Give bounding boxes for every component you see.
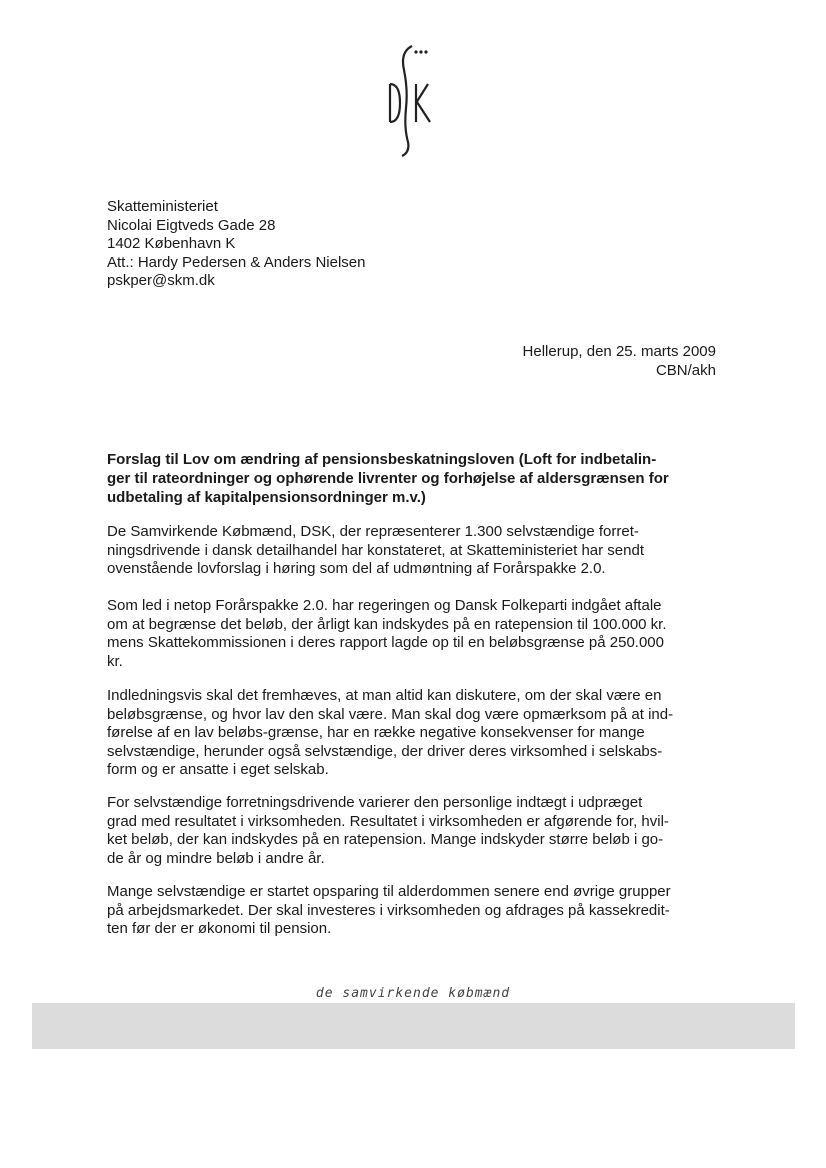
paragraph-line: beløbsgrænse, og hvor lav den skal være. Man skal dog være opmærksom på at ind- xyxy=(107,705,674,723)
paragraph-line: Mange selvstændige er startet opsparing til alderdommen senere end øvrige grupper xyxy=(107,883,671,900)
footer-band xyxy=(32,1003,795,1049)
paragraph-line: grad med resultatet i virksomheden. Resultatet i virksomheden er afgørende for, hvil- xyxy=(107,812,669,830)
dsk-logo-icon xyxy=(378,42,438,158)
recipient-line: Skatteministeriet xyxy=(107,198,218,215)
paragraph-agreement xyxy=(107,597,719,671)
recipient-line: Att.: Hardy Pedersen & Anders Nielsen xyxy=(107,253,366,271)
paragraph-savings xyxy=(107,883,719,939)
paragraph-line: ningsdrivende i dansk detailhandel har konstateret, at Skatteministeriet har sendt xyxy=(107,541,644,559)
date-block xyxy=(523,343,716,380)
recipient-address xyxy=(107,198,365,291)
dsk-logo xyxy=(378,42,438,158)
letter-subject xyxy=(107,450,719,507)
subject-line: udbetaling af kapitalpensionsordninger m.v.) xyxy=(107,489,426,506)
paragraph-line: De Samvirkende Købmænd, DSK, der repræsenterer 1.300 selvstændige forret- xyxy=(107,523,639,540)
paragraph-line: ten før der er økonomi til pension. xyxy=(107,920,332,937)
recipient-line: Nicolai Eigtveds Gade 28 xyxy=(107,216,276,234)
paragraph-income xyxy=(107,794,719,868)
paragraph-line: om at begrænse det beløb, der årligt kan indskydes på en ratepension til 100.000 kr. xyxy=(107,615,667,633)
paragraph-line: Som led i netop Forårspakke 2.0. har regeringen og Dansk Folkeparti indgået aftale xyxy=(107,597,662,614)
place-date: Hellerup, den 25. marts 2009 xyxy=(522,343,716,360)
subject-line: Forslag til Lov om ændring af pensionsbeskatningsloven (Loft for indbetalin- xyxy=(107,451,657,468)
paragraph-line: mens Skattekommissionen i deres rapport lagde op til en beløbsgrænse på 250.000 xyxy=(107,634,664,651)
paragraph-line: ovenstående lovforslag i høring som del af udmøntning af Forårspakke 2.0. xyxy=(107,560,606,577)
paragraph-threshold xyxy=(107,687,719,780)
recipient-email: pskper@skm.dk xyxy=(107,272,215,289)
paragraph-line: på arbejdsmarkedet. Der skal investeres i virksomheden og afdrages på kassekredit- xyxy=(107,901,670,919)
paragraph-line: kr. xyxy=(107,652,123,670)
paragraph-line: førelse af en lav beløbs-grænse, har en række negative konsekvenser for mange xyxy=(107,724,645,741)
paragraph-line: form og er ansatte i eget selskab. xyxy=(107,761,329,778)
paragraph-line: de år og mindre beløb i andre år. xyxy=(107,849,325,867)
reference-initials: CBN/akh xyxy=(655,361,716,379)
paragraph-intro xyxy=(107,523,719,579)
footer-organization-name: de samvirkende købmænd xyxy=(315,986,511,1001)
recipient-line: 1402 København K xyxy=(107,235,236,252)
paragraph-line: selvstændige, herunder også selvstændige, der driver deres virksomhed i selskabs- xyxy=(107,742,663,760)
paragraph-line: ket beløb, der kan indskydes på en ratepension. Mange indskyder større beløb i go- xyxy=(107,831,664,848)
subject-line: ger til rateordninger og ophørende livrenter og forhøjelse af aldersgrænsen for xyxy=(107,470,669,487)
paragraph-line: For selvstændige forretningsdrivende varierer den personlige indtægt i udpræget xyxy=(107,794,643,811)
paragraph-line: Indledningsvis skal det fremhæves, at man altid kan diskutere, om der skal være en xyxy=(107,687,662,704)
